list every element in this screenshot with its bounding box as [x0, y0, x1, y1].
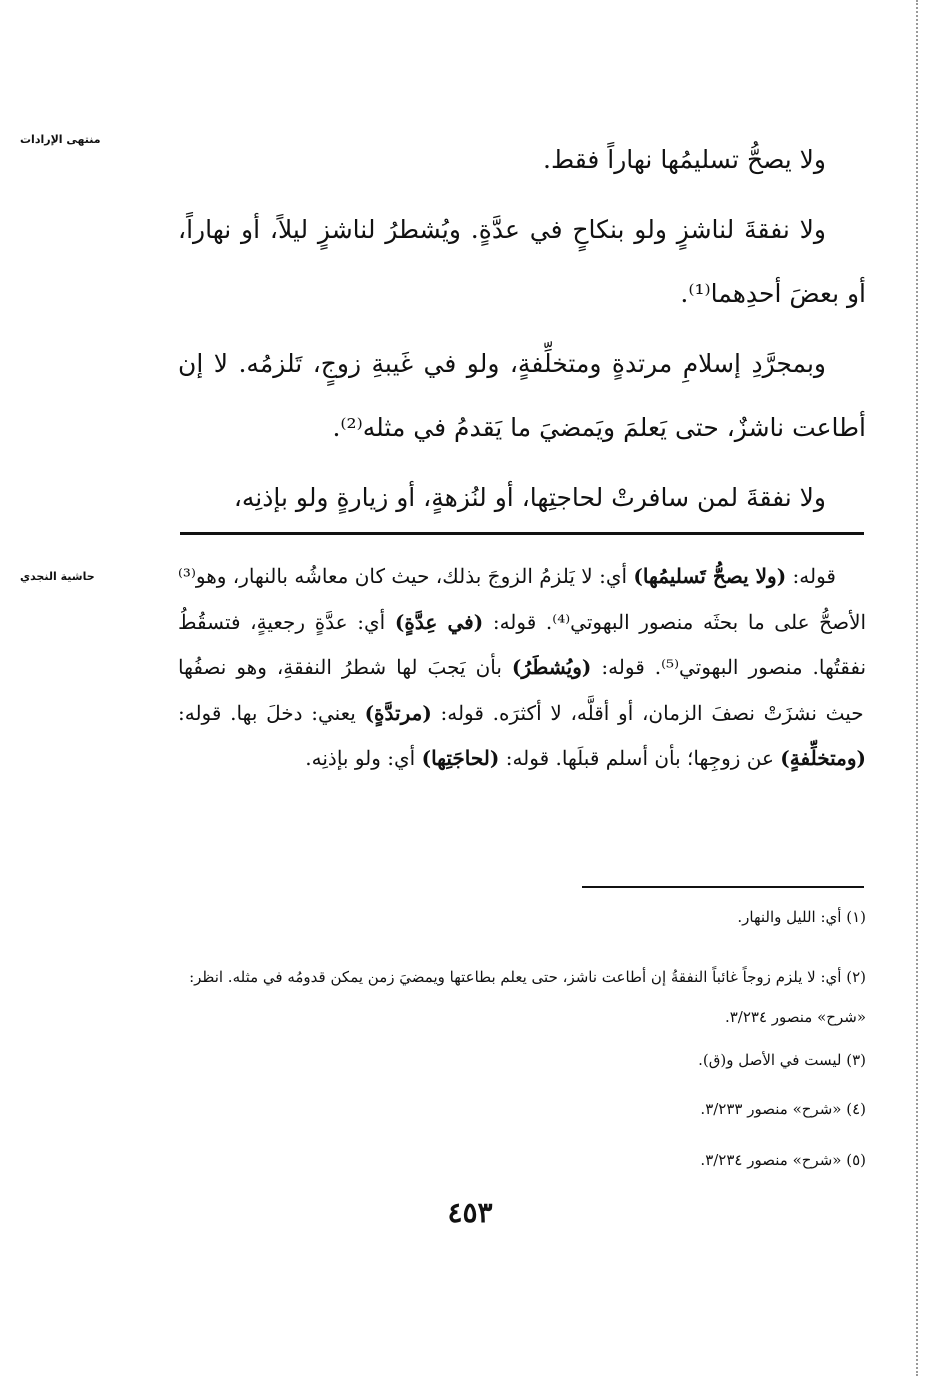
commentary-keyword: (في عِدَّةٍ) [394, 609, 484, 634]
main-paragraph: ولا نفقةَ لناشزٍ ولو بنكاحٍ في عدَّةٍ. ويُشطرُ لناشزٍ ليلاً، أو نهاراً، أو بعضَ أحدِهما⁽¹⁾. [178, 215, 866, 308]
footnote: (٥) «شرح» منصور ٣/٢٣٤. [700, 1151, 866, 1169]
footnote: (١) أي: الليل والنهار. [737, 908, 866, 926]
commentary-run: قوله: [786, 564, 836, 588]
commentary-text [178, 554, 866, 782]
footnote-separator [582, 886, 864, 888]
margin-label-book-title: منتهى الإرادات [20, 133, 101, 146]
main-text [178, 128, 866, 536]
commentary-run: أي: عدَّةٍ رجعيةٍ، فتسقُطُ نفقتُها. منصور البهوتي⁽⁵⁾. قوله: [178, 609, 867, 679]
footnote: (٢) أي: لا يلزم زوجاً غائباً النفقةُ إن أطاعت ناشز، حتى يعلم بطاعتها ويمضيَ زمن يمكن قدومُه في مثله. انظر: «شرح» منصور ٣/٢٣٤. [189, 968, 866, 1026]
section-separator [180, 532, 864, 535]
commentary-run: أي: لا يَلزمُ الزوجَ بذلك، حيث كان معاشُه بالنهار، وهو⁽³⁾ الأصحُّ على ما بحثَه منصور البهوتي⁽⁴⁾. قوله: [178, 564, 867, 634]
main-paragraph: ولا نفقةَ لمن سافرتْ لحاجتِها، أو لنُزهةٍ، أو زيارةٍ ولو بإذنِه، [233, 483, 826, 512]
commentary-run: أي: ولو بإذنِه. [305, 746, 416, 770]
commentary-run: بأن يَجبَ لها شطرُ النفقةِ، وهو نصفُها حيث نشزَتْ نصفَ الزمان، أو أقلَّه، لا أكثرَه. قوله: [178, 655, 864, 725]
page-edge-dotted-line [916, 0, 918, 1376]
commentary-keyword: (لحاجَتِها) [421, 746, 500, 770]
main-paragraph: وبمجرَّدِ إسلامِ مرتدةٍ ومتخلِّفةٍ، ولو في غَيبةِ زوجٍ، تَلزمُه. لا إن أطاعت ناشزٌ، حتى يَعلمَ ويَمضيَ ما يَقدمُ في مثله⁽²⁾. [178, 349, 866, 442]
commentary-paragraph [178, 554, 866, 782]
footnote: (٤) «شرح» منصور ٣/٢٣٣. [700, 1100, 866, 1118]
commentary-keyword: (ويُشطَرُ) [511, 655, 592, 679]
main-paragraph: ولا يصحُّ تسليمُها نهاراً فقط. [543, 145, 826, 174]
margin-label-commentary: حاشية النجدي [20, 570, 95, 583]
commentary-keyword: (مرتدَّةٍ) [364, 700, 432, 725]
commentary-keyword: (ومتخلِّفةٍ) [780, 746, 866, 770]
footnote: (٣) ليست في الأصل و(ق). [698, 1051, 866, 1069]
page-number: ٤٥٣ [447, 1196, 493, 1229]
commentary-run: عن زوجِها؛ بأن أسلم قبلَها. قوله: [499, 746, 774, 770]
commentary-keyword: (ولا يصحُّ تَسليمُها) [633, 564, 787, 588]
commentary-run: يعني: دخلَ بها. قوله: [178, 700, 356, 725]
